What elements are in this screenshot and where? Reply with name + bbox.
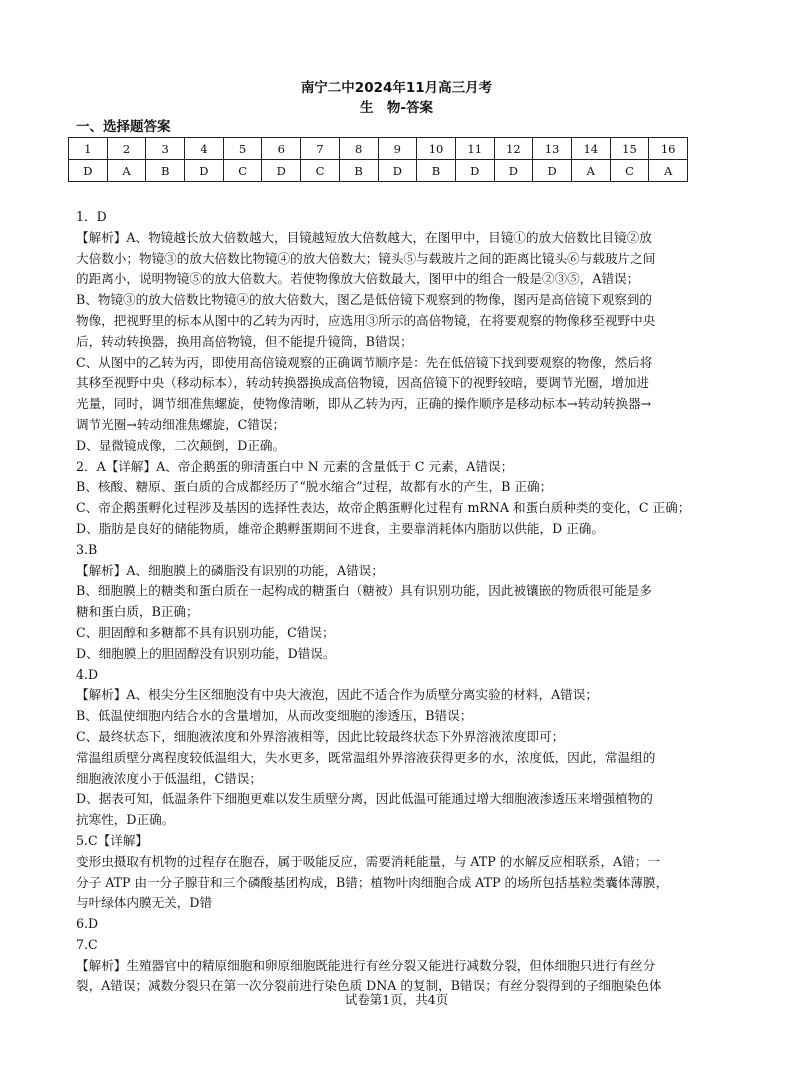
text-line: 【解析】A、根尖分生区细胞没有中央大液泡，因此不适合作为质壁分离实验的材料，A错误； [76, 687, 598, 703]
text-line: D、细胞膜上的胆固醇没有识别功能，D错误。 [76, 645, 336, 661]
text-line: C、最终状态下，细胞液浓度和外界溶液相等，因此比较最终状态下外界溶液浓度即可； [76, 728, 565, 744]
question-number-cell: 8 [339, 138, 378, 160]
text-line: 其移至视野中央（移动标本），转动转换器换成高倍物镜，因高倍镜下的视野较暗，要调节光圈，增加进 [76, 375, 650, 391]
question-number-cell: 5 [223, 138, 262, 160]
answer-cell: B [417, 160, 456, 182]
question-number-cell: 10 [417, 138, 456, 160]
text-line: D、据表可知，低温条件下细胞更难以发生质壁分离，因此低温可能通过增大细胞液渗透压来增强植物的 [76, 791, 653, 807]
text-line: B、物镜③的放大倍数比物镜④的放大倍数大，图乙是低倍镜下观察到的物像，图丙是高倍镜下观察到的 [76, 292, 652, 308]
answer-cell: D [262, 160, 301, 182]
answer-cell: C [301, 160, 340, 182]
answer-table [68, 137, 688, 182]
question-number-cell: 3 [146, 138, 185, 160]
text-line: 的距离小，说明物镜⑤的放大倍数大。若使物像放大倍数最大，图甲中的组合一般是②③⑤，A错误； [76, 271, 640, 287]
text-line: B、细胞膜上的糖类和蛋白质在一起构成的糖蛋白（糖被）具有识别功能，因此被镶嵌的物质很可能是多 [76, 583, 652, 599]
text-line: C、胆固醇和多糖都不具有识别功能，C错误； [76, 624, 335, 640]
text-line: 细胞液浓度小于低温组，C错误； [76, 770, 262, 786]
text-line: 物像，把视野里的标本从图中的乙转为丙时，应选用③所示的高倍物镜，在将要观察的物像移至视野中央 [76, 312, 656, 328]
question-number-cell: 9 [378, 138, 417, 160]
text-line: 【解析】生殖器官中的精原细胞和卵原细胞既能进行有丝分裂又能进行减数分裂，但体细胞只进行有丝分 [76, 957, 656, 973]
answer-cell: B [339, 160, 378, 182]
text-line: 1．D [76, 209, 107, 224]
answer-cell: D [494, 160, 533, 182]
text-line: D、脂肪是良好的储能物质，雄帝企鹅孵蛋期间不进食，主要靠消耗体内脂肪以供能，D 正确。 [76, 520, 604, 536]
text-line: 光量，同时，调节细准焦螺旋，使物像清晰，即从乙转为丙，正确的操作顺序是移动标本→转动转换器→ [76, 396, 652, 412]
text-line: B、低温使细胞内结合水的含量增加，从而改变细胞的渗透压，B错误； [76, 708, 473, 724]
question-number-cell: 4 [185, 138, 224, 160]
answer-cell: A [649, 160, 688, 182]
text-line: 分子 ATP 由一分子腺苷和三个磷酸基团构成，B错；植物叶肉细胞合成 ATP 的场所包括基粒类囊体薄膜， [76, 874, 669, 890]
question-number-cell: 7 [301, 138, 340, 160]
answer-cell: D [378, 160, 417, 182]
text-line: 2．A【详解】A、帝企鹅蛋的卵清蛋白中 N 元素的含量低于 C 元素，A错误； [76, 458, 514, 474]
text-line: B、核酸、糖原、蛋白质的合成都经历了“脱水缩合”过程，故都有水的产生，B 正确； [76, 479, 553, 495]
page-subtitle: 生 物-答案 [359, 100, 434, 116]
section-heading: 一、选择题答案 [76, 119, 171, 135]
answer-cell: D [185, 160, 224, 182]
text-line: 常温组质壁分离程度较低温组大，失水更多，既常温组外界溶液获得更多的水，浓度低，因此，常温组的 [76, 749, 656, 765]
answer-table-number-row [69, 138, 688, 160]
page-footer: 试卷第1页，共4页 [344, 992, 449, 1007]
question-number-cell: 12 [494, 138, 533, 160]
question-number-cell: 14 [571, 138, 610, 160]
text-line: 糖和蛋白质，B正确； [76, 604, 199, 620]
question-number-cell: 1 [69, 138, 108, 160]
answer-cell: A [571, 160, 610, 182]
answer-cell: D [69, 160, 108, 182]
answer-table-answer-row [69, 160, 688, 182]
page-title: 南宁二中2024年11月高三月考 [300, 80, 493, 96]
answer-cell: D [533, 160, 572, 182]
text-line: 【解析】A、细胞膜上的磷脂没有识别的功能，A错误； [76, 562, 384, 578]
question-number-cell: 11 [455, 138, 494, 160]
text-line: 抗寒性，D正确。 [76, 812, 175, 828]
text-line: C、从图中的乙转为丙，即使用高倍镜观察的正确调节顺序是：先在低倍镜下找到要观察的物像，然后将 [76, 354, 653, 370]
text-line: 7.C [76, 936, 98, 952]
text-line: 4.D [76, 666, 99, 682]
text-line: 大倍数小；物镜③的放大倍数比物镜④的放大倍数大；镜头⑤与载玻片之间的距离比镜头⑥与载玻片之间 [76, 250, 656, 266]
answer-explanations [76, 207, 724, 997]
answer-cell: B [146, 160, 185, 182]
answer-cell: A [107, 160, 146, 182]
text-line: 3.B [76, 541, 98, 557]
text-line: 裂，A错误；减数分裂只在第一次分裂前进行染色质 DNA 的复制，B错误；有丝分裂得到的子细胞染色体 [76, 978, 662, 994]
question-number-cell: 13 [533, 138, 572, 160]
text-line: 调节光圈→转动细准焦螺旋，C错误； [76, 416, 286, 432]
answer-cell: C [223, 160, 262, 182]
text-line: 后，转动转换器，换用高倍物镜，但不能提升镜筒，B错误； [76, 333, 413, 349]
text-line: 6.D [76, 916, 99, 932]
answer-cell: C [610, 160, 649, 182]
text-line: 【解析】A、物镜越长放大倍数越大，目镜越短放大倍数越大，在图甲中，目镜①的放大倍数比目镜②放 [76, 229, 652, 245]
answer-cell: D [455, 160, 494, 182]
text-line: D、显微镜成像，二次颠倒，D正确。 [76, 437, 286, 453]
text-line: 5.C【详解】 [76, 832, 149, 848]
question-number-cell: 16 [649, 138, 688, 160]
question-number-cell: 15 [610, 138, 649, 160]
question-number-cell: 2 [107, 138, 146, 160]
text-line: C、帝企鹅蛋孵化过程涉及基因的选择性表达，故帝企鹅蛋孵化过程有 mRNA 和蛋白质种类的变化，C 正确； [76, 500, 691, 516]
text-line: 与叶绿体内膜无关，D错 [76, 895, 213, 911]
question-number-cell: 6 [262, 138, 301, 160]
text-line: 变形虫摄取有机物的过程存在胞吞，属于吸能反应，需要消耗能量，与 ATP 的水解反应相联系，A错；一 [76, 853, 660, 869]
